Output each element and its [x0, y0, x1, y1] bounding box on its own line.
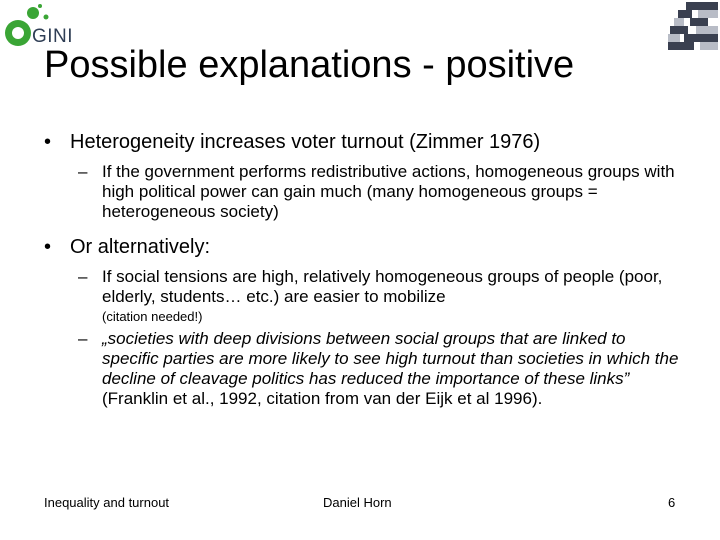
bullet-2-sub-1-text: If social tensions are high, relatively homogeneous groups of people (poor, elderly, students… etc.) are easier to mobilize [102, 267, 663, 306]
footer-author: Daniel Horn [323, 495, 392, 510]
bullet-1-sub-1 [44, 162, 684, 222]
footer-left: Inequality and turnout [44, 495, 170, 510]
bullet-2-sub-1 [44, 267, 684, 307]
slide-content [44, 130, 684, 409]
bullet-1-text: Heterogeneity increases voter turnout (Zimmer 1976) [70, 131, 541, 153]
franklin-citation: (Franklin et al., 1992, citation from van der Eijk et al 1996). [102, 389, 543, 408]
franklin-quote: „societies with deep divisions between social groups that are linked to specific parties are more likely to see high turnout than societies in which the decline of cleavage politics has reduced the importance of these links” [102, 329, 679, 388]
stairs-icon [668, 2, 718, 50]
dash-mark: – [78, 329, 88, 348]
bullet-2-text: Or alternatively: [70, 236, 211, 258]
bullet-1-sub-1-text: If the government performs redistributive actions, homogeneous groups with high political power can gain much (many homogeneous groups = heterogeneous society) [102, 162, 675, 221]
slide-title: Possible explanations - positive [44, 44, 575, 86]
footer-page-number: 6 [668, 495, 676, 510]
dash-mark: – [78, 267, 88, 286]
bullet-2 [44, 235, 684, 259]
corner-stairs-graphic [668, 2, 718, 50]
logo-text: GINI [32, 26, 74, 47]
bullet-mark: • [44, 131, 52, 153]
bullet-2-sub-2 [44, 329, 684, 409]
citation-needed-note: (citation needed!) [102, 309, 203, 324]
dash-mark: – [78, 162, 88, 181]
bullet-1 [44, 130, 684, 154]
bullet-mark: • [44, 236, 52, 258]
